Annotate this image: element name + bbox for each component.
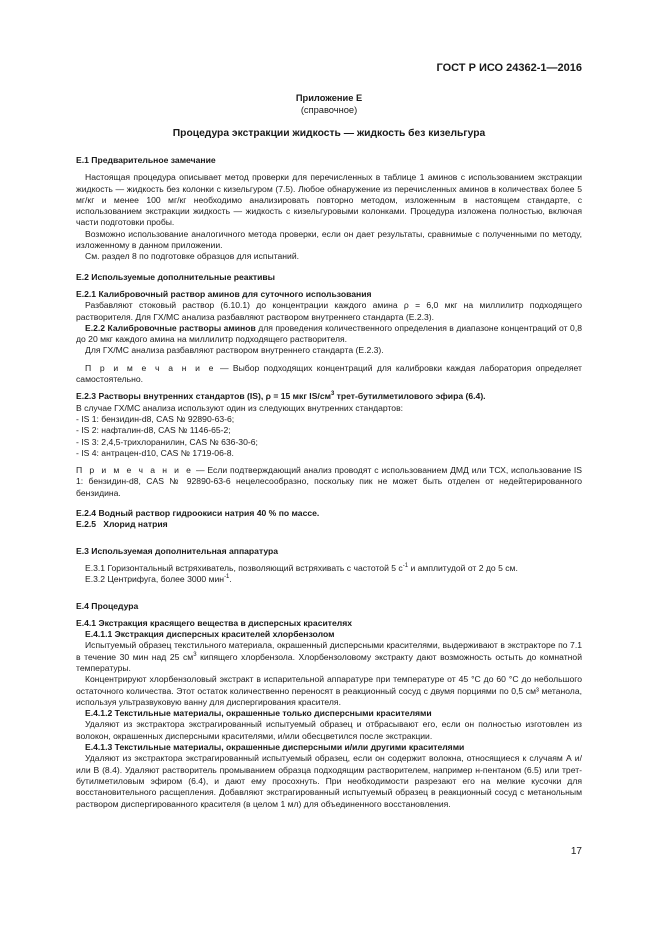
paragraph-e412-1: Удаляют из экстрактора экстрагированный испытуемый образец и отбрасывают его, если он полностью изготовлен из волокон, окрашенных дисперсными красителями, и/или обесцветился после экстракции. <box>76 719 582 741</box>
note-text: — Выбор подходящих концентраций для калибровки каждая лаборатория определяет самостоятельно. <box>76 362 582 385</box>
procedure-title: Процедура экстракции жидкость — жидкость без кизельгура <box>172 128 486 139</box>
list-item: - IS 1: бензидин-d8, CAS № 92890-63-6; <box>76 413 235 424</box>
subsection-heading-e21: Е.2.1 Калибровочный раствор аминов для суточного использования <box>76 288 372 299</box>
section-heading-e2: Е.2 Используемые дополнительные реактивы <box>76 271 275 282</box>
section-heading-e4: Е.4 Процедура <box>76 600 139 611</box>
note-label: П р и м е ч а н и е <box>76 465 194 476</box>
paragraph-e22-text: для проведения количественного определения в диапазоне концентраций от 0,8 до 20 мкг каждого амина на миллилитр подходящего растворителя. <box>76 322 582 345</box>
subsection-heading-e23: Е.2.3 Растворы внутренних стандартов (IS), ρ = 15 мкг $IS/см^3$ трет-бутилметилового эфира (6.4). <box>76 391 486 402</box>
paragraph-e31: Е.3.1 Горизонтальный встряхиватель, позволяющий встряхивать с частотой 5 $с^{-1}$ и амплитудой от 2 до 5 см. <box>85 562 518 573</box>
paragraph-e22-2: Для ГХ/МС анализа разбавляют раствором внутреннего стандарта (Е.2.3). <box>85 345 384 356</box>
paragraph-e411-2: Концентрируют хлорбензоловый экстракт в испарительной аппаратуре при температуре от 45 °С до 60 °С до небольшого остаточного количества. Этот остаток количественно переносят в реакционный сосуд с двумя порциями по 0,5 см³ метанола, используя ультразвуковую ванну для диспергирования красителя. <box>76 674 582 707</box>
subsection-heading-e25: Е.2.5 Хлорид натрия <box>76 519 168 530</box>
list-item: - IS 2: нафталин-d8, CAS № 1146-65-2; <box>76 425 231 436</box>
section-heading-e3: Е.3 Используемая дополнительная аппаратура <box>76 545 279 556</box>
paragraph-e22 <box>76 323 582 346</box>
note-text: — Если подтверждающий анализ проводят с использованием ДМД или ТСХ, использование IS 1: бензидин-d8, CAS № 92890-63-6 нецелесообразно, поскольку пик не может быть отделен от недейтерированного бензидина. <box>76 465 582 498</box>
content-body <box>76 92 582 810</box>
paragraph-e413-1: Удаляют из экстрактора экстрагированный испытуемый образец, если он содержит волокна, относящиеся к случаям А и/или В (8.4). Удаляют растворитель промыванием образца подходящим растворителем, например н-пентаном (6.5) или трет-бутилметиловым эфиром (6.4), и дают ему просохнуть. При необходимости разрезают его на мелкие кусочки для восстановительного расщепления. Добавляют экстрагированный испытуемый образец в реакционный сосуд с метанольным раствором диспергированного красителя (в целом 1 мл) для объединенного восстановления. <box>76 753 582 809</box>
paragraph-e21-1: Разбавляют стоковый раствор (6.10.1) до концентрации каждого амина ρ = 6,0 мкг на миллилитр подходящего растворителя. Для ГХ/МС анализа разбавляют раствором внутреннего стандарта (Е.2.3). <box>76 300 582 322</box>
list-item: - IS 4: антрацен-d10, CAS № 1719-06-8. <box>76 447 234 458</box>
paragraph-e411-1: Испытуемый образец текстильного материала, окрашенный дисперсными красителями, выдерживают в экстракторе по 7.1 в течение 30 мин над 25 $см^3$ кипящего хлорбензола. Хлорбензоловому экстракту дают возможность остыть до комнатной температуры. <box>76 640 582 673</box>
page-number: 17 <box>570 846 582 857</box>
note-2 <box>76 465 582 499</box>
paragraph-e32: Е.3.2 Центрифуга, более 3000 мин$^{-1}$. <box>85 574 232 585</box>
appendix-subtitle: (справочное) <box>300 105 358 115</box>
subsection-heading-e412: Е.4.1.2 Текстильные материалы, окрашенные только дисперсными красителями <box>85 708 432 719</box>
subsection-heading-e24: Е.2.4 Водный раствор гидроокиси натрия 40 % по массе. <box>76 508 320 519</box>
subsection-heading-e413: Е.4.1.3 Текстильные материалы, окрашенные дисперсными и/или другими красителями <box>85 742 465 753</box>
appendix-title: Приложение Е <box>295 93 363 103</box>
note-1 <box>76 363 582 386</box>
subsection-heading-e41: Е.4.1 Экстракция красящего вещества в дисперсных красителях <box>76 617 353 628</box>
subsection-heading-e22: Е.2.2 Калибровочные растворы аминов <box>85 322 256 333</box>
subsection-heading-e411: Е.4.1.1 Экстракция дисперсных красителей хлорбензолом <box>85 629 335 640</box>
note-label: П р и м е ч а н и е <box>85 362 216 373</box>
section-heading-e1: Е.1 Предварительное замечание <box>76 155 216 165</box>
list-item: - IS 3: 2,4,5-трихлоранилин, CAS № 636-30-6; <box>76 436 258 447</box>
paragraph-e1-1: Настоящая процедура описывает метод проверки для перечисленных в таблице 1 аминов с использованием экстракции жидкость — жидкость без колонки с кизельгуром (7.5). Любое обнаружение из перечисленных аминов в количествах более 5 мг/кг и менее 100 мг/кг необходимо анализировать повторно методом, изложенным в настоящем стандарте, с использованием экстракции жидкость — жидкость с кизельгуровыми колонками. Процедура изложена полностью, включая части подготовки пробы. <box>76 172 582 228</box>
paragraph-e23-intro: В случае ГХ/МС анализа используют один из следующих внутренних стандартов: <box>76 402 404 413</box>
paragraph-e1-3: См. раздел 8 по подготовке образцов для испытаний. <box>85 251 300 262</box>
document-id: ГОСТ Р ИСО 24362-1—2016 <box>436 62 582 74</box>
paragraph-e1-2: Возможно использование аналогичного метода проверки, если он дает результаты, сравнимые с полученными по методу, изложенному в данном приложении. <box>76 228 582 251</box>
